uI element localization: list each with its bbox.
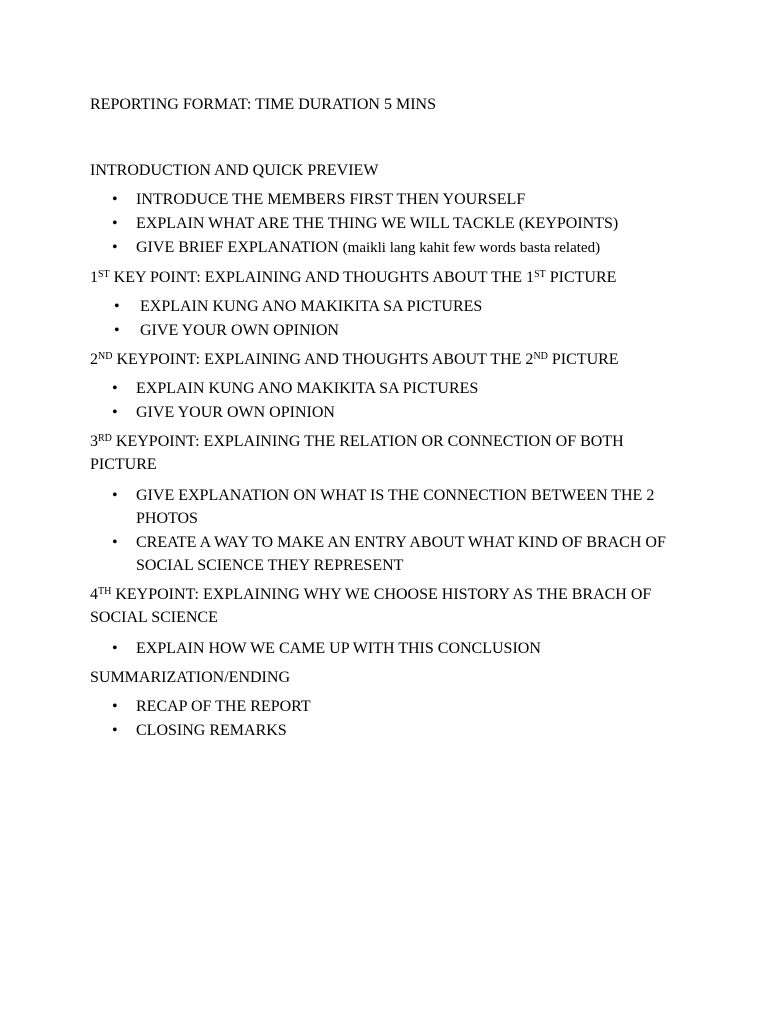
list-item: • EXPLAIN WHAT ARE THE THING WE WILL TACKLE (KEYPOINTS)	[90, 212, 690, 235]
bullet-icon: •	[112, 215, 118, 232]
list-item: • GIVE YOUR OWN OPINION	[90, 401, 690, 424]
bullet-icon: •	[112, 698, 118, 715]
document-body	[90, 93, 690, 748]
list-item: • EXPLAIN KUNG ANO MAKIKITA SA PICTURES	[90, 377, 690, 400]
bullet-icon: •	[112, 534, 118, 551]
list-item: • GIVE BRIEF EXPLANATION (maikli lang kahit few words basta related)	[90, 236, 690, 260]
bullet-list-keypoint-3	[90, 484, 690, 577]
bullet-icon: •	[112, 239, 118, 256]
list-item: • EXPLAIN HOW WE CAME UP WITH THIS CONCLUSION	[90, 637, 690, 660]
bullet-icon: •	[112, 380, 118, 397]
bullet-icon: •	[114, 322, 120, 339]
bullet-list-keypoint-4	[90, 637, 690, 660]
list-item: • CLOSING REMARKS	[90, 719, 690, 742]
list-item: • INTRODUCE THE MEMBERS FIRST THEN YOURSELF	[90, 188, 690, 211]
list-item: • EXPLAIN KUNG ANO MAKIKITA SA PICTURES	[90, 295, 690, 318]
section-heading-summarization: SUMMARIZATION/ENDING	[90, 669, 290, 686]
bullet-icon: •	[112, 404, 118, 421]
bullet-icon: •	[114, 298, 120, 315]
section-heading-keypoint-3: 3RD KEYPOINT: EXPLAINING THE RELATION OR CONNECTION OF BOTH PICTURE	[90, 433, 624, 473]
section-heading-keypoint-4: 4TH KEYPOINT: EXPLAINING WHY WE CHOOSE HISTORY AS THE BRACH OF SOCIAL SCIENCE	[90, 586, 652, 626]
bullet-list-introduction	[90, 188, 690, 260]
section-heading-keypoint-2: 2ND KEYPOINT: EXPLAINING AND THOUGHTS ABOUT THE 2ND PICTURE	[90, 351, 619, 368]
bullet-list-keypoint-2	[90, 377, 690, 424]
section-heading-keypoint-1: 1ST KEY POINT: EXPLAINING AND THOUGHTS ABOUT THE 1ST PICTURE	[90, 269, 617, 286]
list-item: • GIVE YOUR OWN OPINION	[90, 319, 690, 342]
bullet-icon: •	[112, 191, 118, 208]
bullet-note: (maikli lang kahit few words basta related)	[342, 240, 601, 256]
bullet-icon: •	[112, 722, 118, 739]
document-title: REPORTING FORMAT: TIME DURATION 5 MINS	[90, 96, 436, 113]
list-item: • CREATE A WAY TO MAKE AN ENTRY ABOUT WHAT KIND OF BRACH OF SOCIAL SCIENCE THEY REPRESENT	[90, 531, 690, 577]
bullet-list-keypoint-1	[90, 295, 690, 342]
bullet-list-summarization	[90, 695, 690, 742]
section-heading-introduction: INTRODUCTION AND QUICK PREVIEW	[90, 162, 379, 179]
list-item: • RECAP OF THE REPORT	[90, 695, 690, 718]
list-item: • GIVE EXPLANATION ON WHAT IS THE CONNECTION BETWEEN THE 2 PHOTOS	[90, 484, 690, 530]
bullet-icon: •	[112, 487, 118, 504]
bullet-icon: •	[112, 640, 118, 657]
